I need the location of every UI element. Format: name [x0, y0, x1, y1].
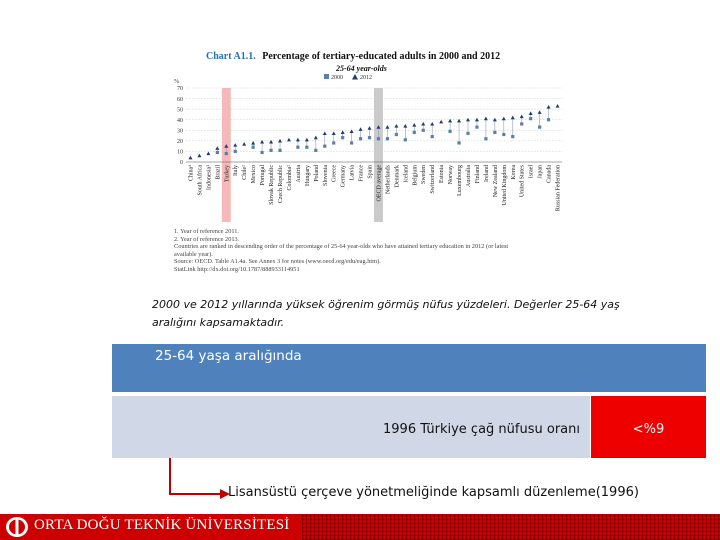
x-tick-label: Chile²	[242, 165, 249, 180]
point-2000	[278, 149, 281, 152]
point-2012	[439, 120, 443, 124]
x-tick-label: Finland	[474, 165, 481, 184]
table-label-cell	[112, 396, 590, 458]
x-tick-label: Latvia	[349, 165, 356, 181]
point-2000	[305, 146, 308, 149]
university-logo-icon	[4, 516, 30, 538]
footer-pattern	[302, 514, 720, 540]
x-tick-label: Hungary	[304, 165, 311, 186]
x-tick-label: OECD average	[376, 165, 383, 202]
chart-title-text: Percentage of tertiary-educated adults in 2000 and 2012	[262, 51, 501, 62]
x-tick-label: Colombia²	[286, 165, 293, 191]
point-2000	[520, 122, 523, 125]
x-tick-label: Austria	[295, 165, 302, 183]
x-tick-label: Netherlands	[385, 165, 392, 194]
point-2012	[448, 119, 452, 123]
chart-notes	[174, 228, 566, 274]
point-2000	[466, 132, 469, 135]
y-tick-label: 40	[177, 117, 183, 124]
y-tick-label: 0	[180, 160, 183, 167]
point-2012	[430, 122, 434, 126]
x-tick-label: Slovak Republic	[269, 165, 276, 205]
point-2012	[197, 154, 201, 158]
point-2012	[332, 131, 336, 135]
x-tick-label: Germany	[340, 165, 347, 188]
point-2000	[216, 151, 219, 154]
point-2012	[251, 141, 255, 145]
x-tick-label: Norway	[448, 165, 455, 185]
x-tick-label: France	[358, 165, 365, 182]
point-2000	[252, 146, 255, 149]
point-2000	[323, 145, 326, 148]
table-value-cell	[591, 396, 706, 458]
point-2000	[448, 130, 451, 133]
point-2000	[341, 136, 344, 139]
point-2000	[332, 141, 335, 144]
point-2000	[431, 135, 434, 138]
x-tick-label: Denmark	[394, 165, 401, 188]
arrow-note: Lisansüstü çerçeve yönetmeliğinde kapsamlı düzenleme(1996)	[228, 485, 639, 500]
point-2000	[368, 136, 371, 139]
chart-note: 2. Year of reference 2013.	[174, 235, 240, 243]
point-2012	[359, 127, 363, 131]
point-2000	[314, 149, 317, 152]
chart-note: available year).	[174, 250, 213, 258]
chart-title	[206, 51, 500, 62]
point-2012	[421, 122, 425, 126]
point-2012	[278, 139, 282, 143]
x-tick-label: Canada	[546, 165, 553, 183]
chart-plot	[168, 72, 568, 228]
point-2000	[234, 150, 237, 153]
point-2012	[529, 111, 533, 115]
y-tick-label: 30	[177, 128, 183, 135]
x-tick-label: Iceland	[403, 165, 410, 183]
point-2012	[296, 138, 300, 142]
point-2012	[457, 119, 461, 123]
figure-caption: 2000 ve 2012 yıllarında yüksek öğrenim görmüş nüfus yüzdeleri. Değerler 25-64 yaş aralığını kapsamaktadır.	[152, 298, 620, 329]
x-tick-label: Luxembourg	[457, 165, 464, 196]
point-2012	[260, 140, 264, 144]
y-axis-label: %	[174, 79, 179, 85]
table-row-value: <%9	[632, 422, 665, 437]
x-tick-label: Czech Republic	[278, 165, 284, 204]
x-tick-label: Belgium	[412, 165, 419, 186]
x-tick-label: Switzerland	[430, 165, 437, 194]
point-2012	[206, 152, 210, 156]
point-2012	[511, 116, 515, 120]
point-2000	[386, 137, 389, 140]
point-2000	[377, 137, 380, 140]
point-2000	[413, 131, 416, 134]
point-2000	[422, 129, 425, 132]
x-tick-label: Israel	[528, 165, 535, 179]
point-2000	[502, 133, 505, 136]
point-2012	[215, 146, 219, 150]
legend-label-2000: 2000	[331, 75, 343, 81]
x-tick-label: Poland	[313, 165, 320, 182]
y-tick-label: 20	[177, 139, 183, 146]
point-2000	[547, 118, 550, 121]
point-2000	[457, 141, 460, 144]
x-tick-label: New Zealand	[492, 165, 499, 198]
x-tick-label: Spain	[367, 165, 374, 179]
point-2012	[484, 117, 488, 121]
point-2000	[260, 151, 263, 154]
chart-note: Source: OECD. Table A1.4a. See Annex 3 for notes (www.oecd.org/edu/eag.htm).	[174, 258, 381, 266]
x-tick-label: Australia	[466, 165, 472, 187]
point-2000	[296, 146, 299, 149]
footer-bar	[0, 514, 720, 540]
x-tick-label: United Kingdom	[501, 165, 508, 206]
legend-marker-2012	[352, 74, 358, 80]
chart-title-number: Chart A1.1.	[206, 51, 256, 62]
point-2000	[350, 141, 353, 144]
chart-figure	[168, 42, 568, 288]
y-tick-label: 10	[177, 149, 183, 156]
x-tick-label: Ireland	[483, 165, 490, 182]
x-tick-label: Korea	[510, 165, 517, 180]
x-tick-label: Italy	[233, 165, 240, 176]
elbow-arrow-icon	[160, 456, 232, 504]
point-2000	[225, 152, 228, 155]
x-tick-label: China¹	[188, 165, 195, 182]
x-tick-label: Slovenia	[322, 165, 329, 186]
y-tick-label: 70	[177, 86, 183, 93]
point-2000	[395, 133, 398, 136]
chart-note: Countries are ranked in descending order of the percentage of 25-64 year-olds who have attained tertiary education in 2012 (or latest	[174, 243, 509, 251]
point-2012	[385, 125, 389, 129]
x-tick-label: Mexico	[251, 165, 258, 184]
point-2012	[556, 104, 560, 108]
point-2012	[323, 131, 327, 135]
x-tick-label: Brazil	[215, 165, 222, 180]
point-2012	[520, 115, 524, 119]
table-header-row	[112, 344, 706, 392]
point-2012	[412, 123, 416, 127]
point-2000	[493, 131, 496, 134]
x-tick-label: Russian Federation	[555, 165, 562, 212]
point-2012	[341, 130, 345, 134]
point-2012	[538, 110, 542, 114]
point-2000	[359, 137, 362, 140]
point-2012	[547, 105, 551, 109]
point-2000	[484, 137, 487, 140]
point-2012	[502, 117, 506, 121]
chart-subtitle: 25-64 year-olds	[336, 64, 387, 73]
chart-note: StatLink http://dx.doi.org/10.1787/888933114951	[174, 265, 300, 273]
point-2000	[511, 135, 514, 138]
table-header-label: 25-64 yaşa aralığında	[155, 348, 302, 364]
y-tick-label: 60	[177, 96, 183, 103]
legend-label-2012: 2012	[360, 75, 372, 81]
x-tick-label: United States	[519, 165, 526, 198]
y-tick-label: 50	[177, 107, 183, 114]
x-tick-label: Indonesia¹	[206, 165, 213, 191]
chart-note: 1. Year of reference 2011.	[174, 228, 239, 235]
point-2012	[287, 138, 291, 142]
x-tick-label: South Africa	[197, 165, 204, 196]
point-2012	[269, 140, 273, 144]
x-tick-label: Turkey	[224, 165, 231, 183]
footer-institution-name: ORTA DOĞU TEKNİK ÜNİVERSİTESİ	[34, 517, 290, 533]
point-2012	[314, 136, 318, 140]
table-row-label: 1996 Türkiye çağ nüfusu oranı	[383, 422, 580, 437]
point-2012	[403, 124, 407, 128]
point-2012	[368, 126, 372, 130]
point-2000	[475, 126, 478, 129]
x-tick-label: Estonia	[439, 165, 446, 183]
x-tick-label: Greece	[331, 165, 338, 182]
point-2000	[404, 138, 407, 141]
point-2000	[529, 117, 532, 120]
point-2012	[394, 124, 398, 128]
point-2012	[233, 143, 237, 147]
x-tick-label: Portugal	[260, 165, 267, 186]
point-2012	[188, 156, 192, 160]
legend-marker-2000	[324, 74, 329, 79]
point-2000	[538, 126, 541, 129]
x-tick-label: Japan	[537, 165, 544, 179]
point-2012	[350, 129, 354, 133]
point-2012	[242, 142, 246, 146]
point-2000	[269, 149, 272, 152]
x-tick-label: Sweden	[421, 165, 428, 184]
point-2012	[305, 138, 309, 142]
